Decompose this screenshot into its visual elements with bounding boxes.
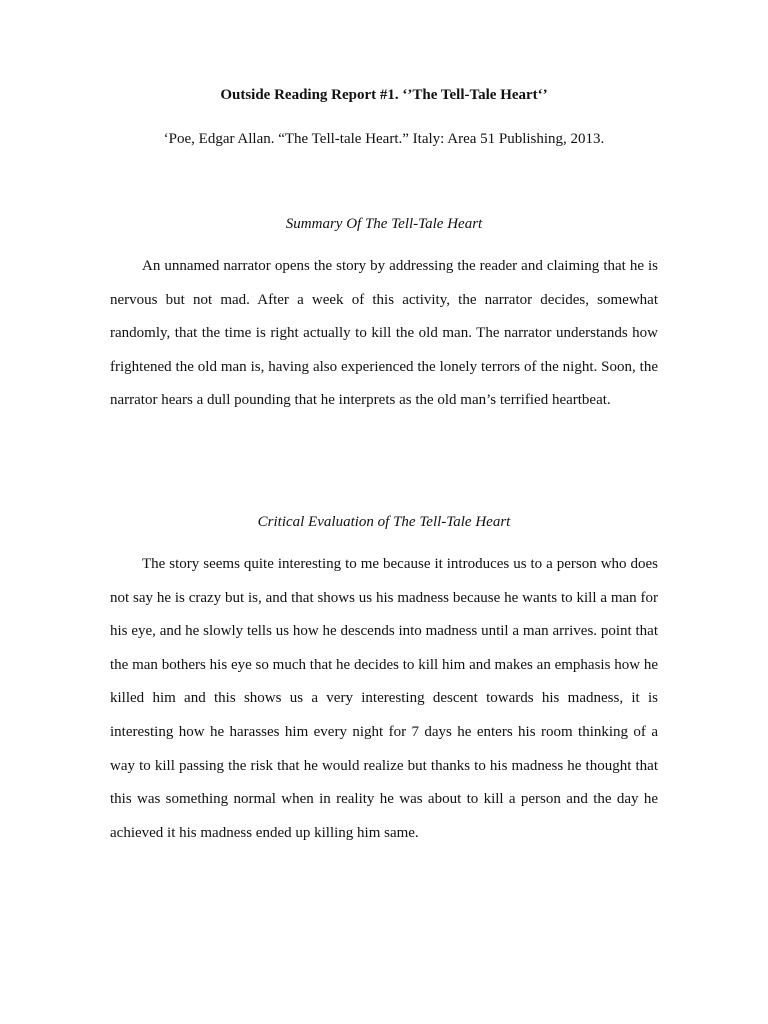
evaluation-heading: Critical Evaluation of The Tell-Tale Heart xyxy=(257,514,511,530)
evaluation-paragraph: The story seems quite interesting to me because it introduces us to a person who does not say he is crazy but is, and that shows us his madness because he wants to kill a man for his eye, and he slowly tells us how he descends into madness until a man arrives. point that the man bothers his eye so much that he decides to kill him and makes an emphasis how he killed him and this shows us a very interesting descent towards his madness, it is interesting how he harasses him every night for 7 days he enters his room thinking of a way to kill passing the risk that he would realize but thanks to his madness he thought that this was something normal when in reality he was about to kill a person and the day he achieved it his madness ended up killing him same. xyxy=(110,556,658,841)
document-title: Outside Reading Report #1. ‘’The Tell-Tale Heart‘’ xyxy=(220,87,548,103)
summary-paragraph: An unnamed narrator opens the story by addressing the reader and claiming that he is nervous but not mad. After a week of this activity, the narrator decides, somewhat randomly, that the time is right actually to kill the old man. The narrator understands how frightened the old man is, having also experienced the lonely terrors of the night. Soon, the narrator hears a dull pounding that he interprets as the old man’s terrified heartbeat. xyxy=(110,258,658,409)
citation: ‘Poe, Edgar Allan. “The Tell-tale Heart.” Italy: Area 51 Publishing, 2013. xyxy=(163,131,605,147)
summary-heading: Summary Of The Tell-Tale Heart xyxy=(285,216,483,232)
